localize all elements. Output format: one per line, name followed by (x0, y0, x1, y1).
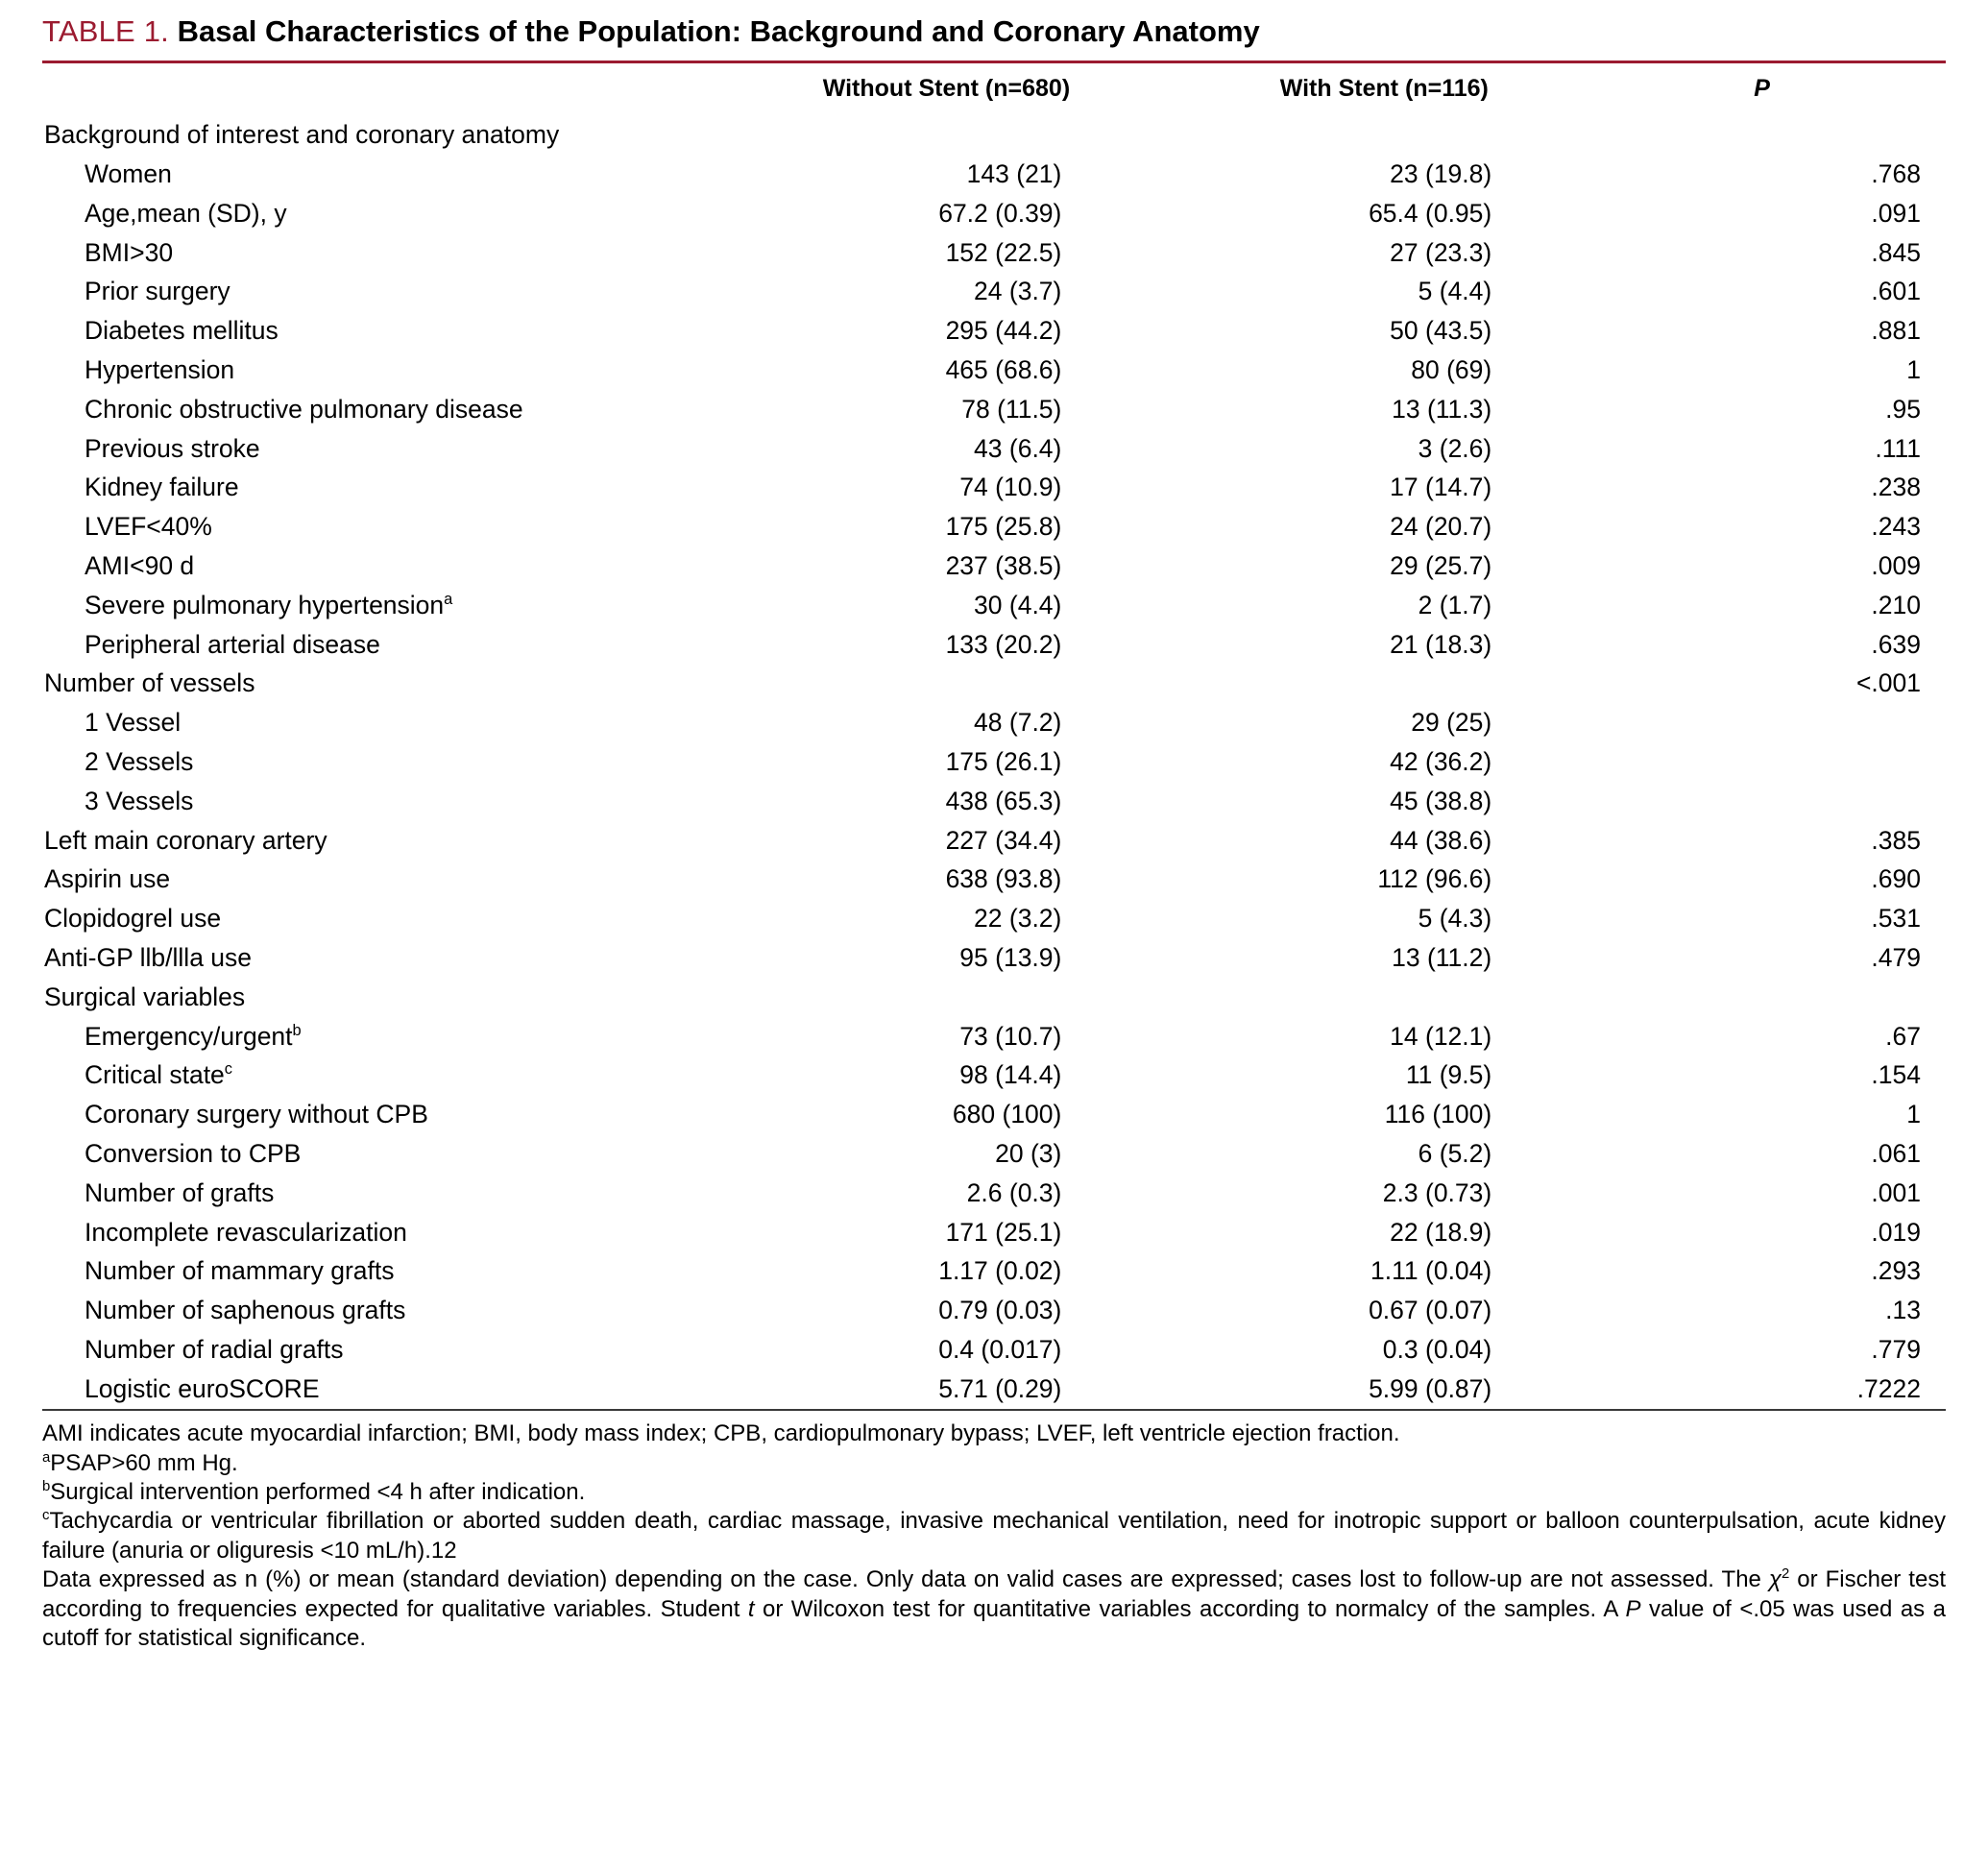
row-label (42, 1252, 728, 1292)
table-row (42, 704, 1946, 743)
cell-without-stent: 98 (14.4) (959, 1060, 1062, 1090)
footnote-marker-a: a (42, 1449, 51, 1466)
table-body (42, 116, 1946, 1409)
row-label-text: Emergency/urgent (85, 1021, 293, 1051)
cell-p-value: .061 (1871, 1138, 1921, 1168)
table-row (42, 1056, 1946, 1096)
row-label (42, 116, 728, 156)
cell-with-stent: 6 (5.2) (1418, 1138, 1492, 1168)
row-label (42, 704, 728, 743)
row-label-text: Number of saphenous grafts (85, 1296, 406, 1325)
cell-p-value: .001 (1871, 1177, 1921, 1207)
header-row (42, 63, 1946, 116)
table-row (42, 821, 1946, 861)
row-label (42, 978, 728, 1017)
cell-without-stent: 295 (44.2) (945, 316, 1062, 346)
cell-with-stent: 27 (23.3) (1390, 237, 1492, 267)
cell-p-value: .13 (1885, 1296, 1921, 1325)
data-note-part4: value of <.05 was used as a cutoff for statistical significance. (42, 1595, 1946, 1652)
row-label (42, 1330, 728, 1370)
row-label-text: 2 Vessels (85, 747, 194, 776)
cell-without-stent: 171 (25.1) (945, 1217, 1062, 1247)
cell-with-stent: 13 (11.2) (1392, 942, 1492, 972)
row-label-text: LVEF<40% (85, 512, 212, 542)
table-row (42, 469, 1946, 508)
row-label-text: Hypertension (85, 355, 235, 385)
row-label-text: Kidney failure (85, 473, 239, 502)
row-label-text: Number of mammary grafts (85, 1256, 395, 1286)
cell-with-stent: 65.4 (0.95) (1369, 198, 1492, 228)
table-header (42, 63, 1946, 116)
table-row (42, 194, 1946, 233)
cell-p-value: .091 (1871, 198, 1921, 228)
cell-with-stent: 42 (36.2) (1390, 747, 1492, 776)
row-label (42, 273, 728, 312)
cell-p-value: .293 (1871, 1256, 1921, 1286)
cell-with-stent: 17 (14.7) (1390, 473, 1492, 502)
cell-without-stent (728, 116, 1166, 156)
row-label-text: Coronary surgery without CPB (85, 1100, 428, 1129)
table-row (42, 1370, 1946, 1409)
row-label (42, 1370, 728, 1409)
row-label-text: Diabetes mellitus (85, 316, 279, 346)
cell-without-stent: 227 (34.4) (945, 825, 1062, 855)
cell-without-stent: 237 (38.5) (945, 551, 1062, 581)
cell-p-value: 1 (1906, 355, 1921, 385)
cell-p-value: .111 (1875, 433, 1921, 463)
row-label (42, 352, 728, 391)
header-label (42, 63, 728, 116)
cell-with-stent: 24 (20.7) (1390, 512, 1492, 542)
table-row (42, 1096, 1946, 1135)
cell-without-stent: 465 (68.6) (945, 355, 1062, 385)
row-label-text: Left main coronary artery (44, 825, 327, 855)
row-label-text: Logistic euroSCORE (85, 1373, 320, 1403)
table-row (42, 861, 1946, 900)
row-label-text: Conversion to CPB (85, 1138, 302, 1168)
footnote-a-text: PSAP>60 mm Hg. (50, 1449, 238, 1476)
cell-with-stent: 5 (4.4) (1418, 277, 1492, 306)
cell-without-stent: 30 (4.4) (974, 590, 1062, 619)
row-label (42, 429, 728, 469)
row-label (42, 469, 728, 508)
row-label (42, 233, 728, 273)
table-title (42, 13, 1946, 61)
footnote-c-text: Tachycardia or ventricular fibrillation or aborted sudden death, cardiac massage, invasive mechanical ventilation, need for inotropic support or balloon counterpulsation, acute kidney failure (anuria or oliguresis <10 mL/h).12 (42, 1508, 1946, 1564)
row-label (42, 861, 728, 900)
cell-with-stent: 5 (4.3) (1418, 904, 1492, 934)
row-label-text: Background of interest and coronary anatomy (44, 120, 560, 150)
row-label-text: Chronic obstructive pulmonary disease (85, 394, 523, 424)
cell-without-stent: 24 (3.7) (974, 277, 1062, 306)
cell-with-stent: 2.3 (0.73) (1382, 1177, 1492, 1207)
cell-without-stent: 133 (20.2) (945, 629, 1062, 659)
row-label (42, 586, 728, 625)
header-p-value: P (1754, 74, 1770, 102)
header-with-stent: With Stent (n=116) (1279, 74, 1489, 102)
cell-p-value: .768 (1871, 159, 1921, 189)
cell-without-stent: 175 (26.1) (945, 747, 1062, 776)
data-note-part2: or Fischer test according to frequencies expected for qualitative variables. Student (42, 1566, 1946, 1622)
row-label (42, 782, 728, 821)
cell-with-stent: 0.67 (0.07) (1369, 1296, 1492, 1325)
table-row (42, 1252, 1946, 1292)
cell-p-value: <.001 (1855, 668, 1921, 698)
cell-without-stent: 5.71 (0.29) (938, 1373, 1062, 1403)
footnote-marker-c: c (42, 1508, 50, 1524)
cell-p-value: .238 (1871, 473, 1921, 502)
table-row (42, 978, 1946, 1017)
cell-without-stent: 438 (65.3) (945, 786, 1062, 815)
table-row (42, 586, 1946, 625)
table-row (42, 900, 1946, 939)
row-label-text: Age,mean (SD), y (85, 198, 287, 228)
t-symbol: t (747, 1595, 755, 1622)
row-label-text: AMI<90 d (85, 551, 195, 581)
cell-p-value (1603, 782, 1946, 821)
data-note-part1: Data expressed as n (%) or mean (standard deviation) depending on the case. Only data on valid cases are expressed; cases lost to follow-up are not assessed. The (42, 1566, 1769, 1593)
table-row (42, 352, 1946, 391)
characteristics-table (42, 63, 1946, 1409)
table-title-text: Basal Characteristics of the Population: Background and Coronary Anatomy (177, 14, 1260, 48)
footnote-data-note (42, 1565, 1946, 1653)
cell-without-stent: 143 (21) (966, 159, 1062, 189)
cell-p-value (1603, 116, 1946, 156)
table-footnotes (42, 1411, 1946, 1654)
cell-without-stent (728, 978, 1166, 1017)
row-label-text: Clopidogrel use (44, 904, 222, 934)
cell-without-stent: 73 (10.7) (959, 1021, 1062, 1051)
cell-p-value: .019 (1871, 1217, 1921, 1247)
cell-p-value (1603, 743, 1946, 783)
cell-with-stent (1165, 116, 1603, 156)
table-row (42, 782, 1946, 821)
cell-with-stent: 112 (96.6) (1377, 864, 1492, 894)
cell-with-stent: 0.3 (0.04) (1382, 1334, 1492, 1364)
cell-without-stent: 175 (25.8) (945, 512, 1062, 542)
cell-with-stent: 21 (18.3) (1390, 629, 1492, 659)
cell-without-stent: 2.6 (0.3) (966, 1177, 1062, 1207)
footnote-ref: b (292, 1021, 302, 1039)
chi-symbol: χ (1768, 1566, 1782, 1593)
cell-with-stent: 3 (2.6) (1418, 433, 1492, 463)
footnote-a (42, 1449, 1946, 1478)
row-label (42, 900, 728, 939)
cell-with-stent: 1.11 (0.04) (1370, 1256, 1492, 1286)
cell-without-stent: 1.17 (0.02) (938, 1256, 1062, 1286)
cell-with-stent: 2 (1.7) (1418, 590, 1492, 619)
cell-p-value (1603, 978, 1946, 1017)
cell-p-value: .385 (1871, 825, 1921, 855)
row-label (42, 156, 728, 195)
cell-without-stent (728, 665, 1166, 704)
table-row (42, 273, 1946, 312)
footnote-marker-b: b (42, 1478, 51, 1494)
cell-with-stent: 11 (9.5) (1405, 1060, 1492, 1090)
row-label (42, 390, 728, 429)
table-row (42, 508, 1946, 547)
cell-without-stent: 78 (11.5) (961, 394, 1062, 424)
cell-without-stent: 43 (6.4) (974, 433, 1062, 463)
cell-with-stent: 80 (69) (1411, 355, 1492, 385)
table-row (42, 233, 1946, 273)
row-label (42, 1017, 728, 1056)
cell-p-value: .243 (1871, 512, 1921, 542)
row-label (42, 938, 728, 978)
table-row (42, 390, 1946, 429)
cell-with-stent: 45 (38.8) (1390, 786, 1492, 815)
row-label (42, 665, 728, 704)
cell-p-value: .7222 (1856, 1373, 1921, 1403)
cell-with-stent: 22 (18.9) (1390, 1217, 1492, 1247)
cell-p-value: .009 (1871, 551, 1921, 581)
cell-p-value: .690 (1871, 864, 1921, 894)
row-label-text: Women (85, 159, 172, 189)
cell-without-stent: 20 (3) (995, 1138, 1062, 1168)
cell-p-value: .639 (1871, 629, 1921, 659)
cell-without-stent: 152 (22.5) (945, 237, 1062, 267)
cell-p-value: .881 (1871, 316, 1921, 346)
row-label-text: Critical state (85, 1060, 225, 1090)
cell-with-stent: 13 (11.3) (1392, 394, 1492, 424)
table-row (42, 938, 1946, 978)
row-label (42, 821, 728, 861)
table-number: TABLE 1. (42, 14, 169, 48)
row-label (42, 1174, 728, 1213)
row-label-text: Aspirin use (44, 864, 171, 894)
cell-p-value: .210 (1871, 590, 1921, 619)
row-label (42, 1213, 728, 1252)
table-row (42, 1174, 1946, 1213)
cell-with-stent: 29 (25) (1411, 708, 1492, 738)
data-note-part3: or Wilcoxon test for quantitative variables according to normalcy of the samples. A (754, 1595, 1626, 1622)
row-label (42, 625, 728, 665)
cell-p-value: .479 (1871, 942, 1921, 972)
cell-p-value: .154 (1871, 1060, 1921, 1090)
cell-with-stent: 44 (38.6) (1390, 825, 1492, 855)
row-label-text: Severe pulmonary hypertension (85, 590, 445, 619)
footnote-ref: c (224, 1060, 233, 1079)
row-label (42, 312, 728, 352)
cell-without-stent: 22 (3.2) (974, 904, 1062, 934)
table-row (42, 625, 1946, 665)
cell-with-stent: 29 (25.7) (1390, 551, 1492, 581)
row-label-text: Number of vessels (44, 668, 255, 698)
footnote-b-text: Surgical intervention performed <4 h after indication. (50, 1478, 586, 1505)
row-label (42, 194, 728, 233)
cell-p-value: .67 (1885, 1021, 1921, 1051)
table-row (42, 116, 1946, 156)
cell-p-value: .531 (1871, 904, 1921, 934)
cell-with-stent: 50 (43.5) (1390, 316, 1492, 346)
cell-without-stent: 67.2 (0.39) (938, 198, 1062, 228)
cell-p-value (1603, 704, 1946, 743)
footnote-abbreviations: AMI indicates acute myocardial infarction; BMI, body mass index; CPB, cardiopulmonary bypass; LVEF, left ventricle ejection fraction. (42, 1420, 1400, 1447)
row-label (42, 547, 728, 587)
p-symbol: P (1625, 1595, 1641, 1622)
cell-with-stent (1165, 978, 1603, 1017)
row-label-text: Peripheral arterial disease (85, 629, 380, 659)
cell-with-stent (1165, 665, 1603, 704)
cell-with-stent: 14 (12.1) (1390, 1021, 1492, 1051)
cell-p-value: 1 (1906, 1100, 1921, 1129)
cell-without-stent: 0.4 (0.017) (938, 1334, 1062, 1364)
table-row (42, 743, 1946, 783)
table-row (42, 665, 1946, 704)
cell-without-stent: 680 (100) (952, 1100, 1062, 1129)
table-row (42, 547, 1946, 587)
footnote-c (42, 1507, 1946, 1565)
row-label-text: Previous stroke (85, 433, 260, 463)
row-label (42, 743, 728, 783)
table-row (42, 429, 1946, 469)
row-label-text: Prior surgery (85, 277, 230, 306)
row-label-text: Number of radial grafts (85, 1334, 344, 1364)
row-label-text: BMI>30 (85, 237, 174, 267)
table-row (42, 156, 1946, 195)
table-row (42, 312, 1946, 352)
cell-with-stent: 116 (100) (1384, 1100, 1492, 1129)
row-label-text: Incomplete revascularization (85, 1217, 407, 1247)
row-label (42, 1134, 728, 1174)
table-row (42, 1134, 1946, 1174)
table-row (42, 1330, 1946, 1370)
cell-with-stent: 23 (19.8) (1390, 159, 1492, 189)
row-label (42, 508, 728, 547)
chi-exponent: 2 (1782, 1566, 1790, 1583)
cell-without-stent: 95 (13.9) (959, 942, 1062, 972)
row-label (42, 1056, 728, 1096)
cell-without-stent: 0.79 (0.03) (938, 1296, 1062, 1325)
cell-with-stent: 5.99 (0.87) (1369, 1373, 1492, 1403)
cell-without-stent: 74 (10.9) (959, 473, 1062, 502)
cell-p-value: .779 (1871, 1334, 1921, 1364)
row-label-text: Number of grafts (85, 1177, 275, 1207)
table-row (42, 1213, 1946, 1252)
cell-p-value: .845 (1871, 237, 1921, 267)
row-label-text: 3 Vessels (85, 786, 194, 815)
row-label-text: Anti-GP llb/llla use (44, 942, 253, 972)
cell-without-stent: 48 (7.2) (974, 708, 1062, 738)
cell-p-value: .95 (1885, 394, 1921, 424)
row-label (42, 1292, 728, 1331)
cell-p-value: .601 (1871, 277, 1921, 306)
header-without-stent: Without Stent (n=680) (822, 74, 1071, 102)
footnote-ref: a (444, 590, 453, 608)
row-label (42, 1096, 728, 1135)
cell-without-stent: 638 (93.8) (945, 864, 1062, 894)
table-row (42, 1292, 1946, 1331)
row-label-text: Surgical variables (44, 982, 246, 1011)
table-row (42, 1017, 1946, 1056)
row-label-text: 1 Vessel (85, 708, 182, 738)
footnote-b (42, 1478, 1946, 1507)
